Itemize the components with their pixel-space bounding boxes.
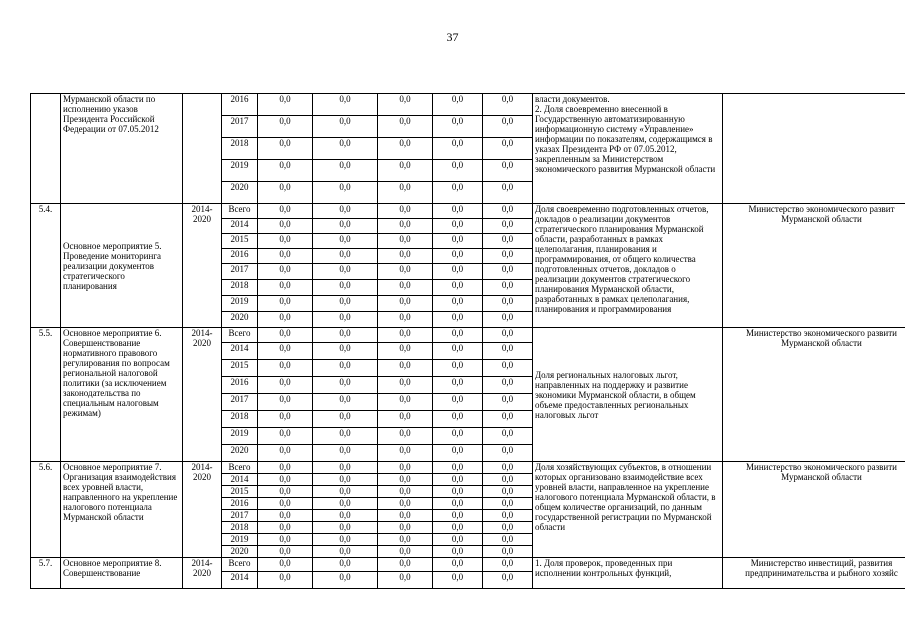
funding-value: 0,0 — [483, 160, 533, 182]
funding-value: 0,0 — [483, 377, 533, 394]
funding-value: 0,0 — [258, 343, 313, 360]
year-label: Всего — [222, 558, 258, 572]
funding-value: 0,0 — [433, 249, 483, 264]
funding-value: 0,0 — [258, 138, 313, 160]
funding-value: 0,0 — [313, 462, 378, 474]
activity-period: 2014- 2020 — [183, 462, 222, 558]
year-label: 2015 — [222, 234, 258, 249]
funding-value: 0,0 — [483, 498, 533, 510]
funding-value: 0,0 — [313, 498, 378, 510]
funding-value: 0,0 — [433, 534, 483, 546]
table-row — [31, 94, 905, 116]
funding-value: 0,0 — [313, 249, 378, 264]
funding-value: 0,0 — [483, 572, 533, 589]
funding-value: 0,0 — [433, 474, 483, 486]
year-label: 2014 — [222, 343, 258, 360]
funding-value: 0,0 — [378, 204, 433, 219]
funding-value: 0,0 — [313, 94, 378, 116]
funding-value: 0,0 — [313, 312, 378, 328]
funding-value: 0,0 — [483, 138, 533, 160]
funding-value: 0,0 — [378, 510, 433, 522]
funding-value: 0,0 — [313, 360, 378, 377]
responsible-executor — [723, 94, 905, 204]
funding-value: 0,0 — [433, 160, 483, 182]
funding-value: 0,0 — [483, 219, 533, 234]
funding-value: 0,0 — [433, 312, 483, 328]
indicator-text: Доля хозяйствующих субъектов, в отношении которых организовано взаимодействие всех уровней власти, направленное на укрепление налогового потенциала Мурманской области, в общем количестве организаций, по данным государственной регистрации по Мурманской области — [533, 462, 723, 558]
funding-value: 0,0 — [378, 558, 433, 572]
funding-value: 0,0 — [378, 138, 433, 160]
activity-name: Основное мероприятие 8. Совершенствование — [61, 558, 183, 589]
funding-value: 0,0 — [378, 534, 433, 546]
funding-value: 0,0 — [483, 546, 533, 558]
funding-value: 0,0 — [378, 234, 433, 249]
funding-value: 0,0 — [378, 182, 433, 204]
funding-value: 0,0 — [258, 572, 313, 589]
funding-value: 0,0 — [313, 510, 378, 522]
funding-value: 0,0 — [313, 394, 378, 411]
funding-value: 0,0 — [378, 377, 433, 394]
funding-value: 0,0 — [378, 445, 433, 462]
funding-value: 0,0 — [378, 264, 433, 280]
year-label: 2016 — [222, 249, 258, 264]
funding-value: 0,0 — [258, 328, 313, 343]
funding-value: 0,0 — [313, 377, 378, 394]
funding-value: 0,0 — [483, 343, 533, 360]
funding-value: 0,0 — [433, 296, 483, 312]
activity-period: 2014- 2020 — [183, 204, 222, 328]
funding-value: 0,0 — [433, 572, 483, 589]
indicator-text: Доля своевременно подготовленных отчетов, докладов о реализации документов стратегического планирования Мурманской области, разработанных в рамках целеполагания, планирования и программирования, от общего количества подготовленных отчетов, докладов о реализации документов стратегического планирования Мурманской области, разработанных в рамках целеполагания, планирования и программирования — [533, 204, 723, 328]
responsible-executor: Министерство инвестиций, развития предпринимательства и рыбного хозяйс — [723, 558, 905, 589]
funding-value: 0,0 — [378, 328, 433, 343]
funding-value: 0,0 — [483, 234, 533, 249]
funding-value: 0,0 — [313, 160, 378, 182]
year-label: 2014 — [222, 474, 258, 486]
funding-value: 0,0 — [433, 343, 483, 360]
year-label: 2020 — [222, 445, 258, 462]
funding-value: 0,0 — [258, 204, 313, 219]
funding-value: 0,0 — [483, 182, 533, 204]
year-label: 2017 — [222, 394, 258, 411]
funding-value: 0,0 — [483, 360, 533, 377]
funding-value: 0,0 — [483, 280, 533, 296]
year-label: 2014 — [222, 572, 258, 589]
activity-name: Мурманской области по исполнению указов Президента Российской Федерации от 07.05.2012 — [61, 94, 183, 204]
year-label: 2017 — [222, 116, 258, 138]
funding-value: 0,0 — [258, 522, 313, 534]
funding-value: 0,0 — [483, 411, 533, 428]
funding-value: 0,0 — [378, 312, 433, 328]
activity-number: 5.5. — [31, 328, 61, 462]
year-label: Всего — [222, 328, 258, 343]
funding-value: 0,0 — [313, 445, 378, 462]
funding-value: 0,0 — [313, 328, 378, 343]
year-label: 2018 — [222, 280, 258, 296]
table-row — [31, 462, 905, 474]
funding-value: 0,0 — [483, 522, 533, 534]
funding-value: 0,0 — [258, 312, 313, 328]
funding-value: 0,0 — [433, 264, 483, 280]
year-label: 2019 — [222, 534, 258, 546]
funding-value: 0,0 — [313, 428, 378, 445]
year-label: 2018 — [222, 411, 258, 428]
funding-value: 0,0 — [378, 360, 433, 377]
funding-value: 0,0 — [483, 94, 533, 116]
year-label: 2019 — [222, 296, 258, 312]
funding-value: 0,0 — [433, 360, 483, 377]
funding-value: 0,0 — [258, 296, 313, 312]
funding-value: 0,0 — [433, 522, 483, 534]
activity-number: 5.7. — [31, 558, 61, 589]
responsible-executor: Министерство экономического развит Мурманской области — [723, 204, 905, 328]
table-row — [31, 204, 905, 219]
indicator-text: Доля региональных налоговых льгот, направленных на поддержку и развитие экономики Мурманской области, в общем объеме предоставленных региональных налоговых льгот — [533, 328, 723, 462]
year-label: 2018 — [222, 138, 258, 160]
funding-value: 0,0 — [313, 486, 378, 498]
funding-value: 0,0 — [483, 249, 533, 264]
funding-value: 0,0 — [378, 462, 433, 474]
funding-value: 0,0 — [258, 234, 313, 249]
year-label: 2020 — [222, 182, 258, 204]
funding-value: 0,0 — [483, 474, 533, 486]
funding-value: 0,0 — [258, 462, 313, 474]
funding-value: 0,0 — [483, 510, 533, 522]
year-label: Всего — [222, 204, 258, 219]
funding-value: 0,0 — [313, 234, 378, 249]
funding-value: 0,0 — [258, 428, 313, 445]
funding-value: 0,0 — [433, 558, 483, 572]
funding-value: 0,0 — [313, 343, 378, 360]
funding-value: 0,0 — [433, 428, 483, 445]
funding-value: 0,0 — [433, 234, 483, 249]
funding-value: 0,0 — [313, 219, 378, 234]
funding-value: 0,0 — [258, 486, 313, 498]
funding-value: 0,0 — [258, 360, 313, 377]
funding-value: 0,0 — [483, 204, 533, 219]
year-label: 2019 — [222, 428, 258, 445]
funding-value: 0,0 — [483, 462, 533, 474]
funding-value: 0,0 — [378, 394, 433, 411]
funding-value: 0,0 — [483, 296, 533, 312]
responsible-executor: Министерство экономического развити Мурманской области — [723, 328, 905, 462]
funding-value: 0,0 — [433, 138, 483, 160]
funding-value: 0,0 — [258, 182, 313, 204]
table-row — [31, 558, 905, 572]
funding-value: 0,0 — [258, 394, 313, 411]
funding-value: 0,0 — [258, 280, 313, 296]
funding-value: 0,0 — [433, 182, 483, 204]
funding-value: 0,0 — [483, 486, 533, 498]
page-number: 37 — [446, 30, 459, 44]
indicator-text: власти документов. 2. Доля своевременно внесенной в Государственную автоматизированную информационную систему «Управление» информации по показателям, содержащимся в указах Президента РФ от 07.05.2012, закрепленным за Министерством экономического развития Мурманской области — [533, 94, 723, 204]
funding-value: 0,0 — [483, 394, 533, 411]
year-label: 2016 — [222, 94, 258, 116]
funding-value: 0,0 — [258, 498, 313, 510]
funding-value: 0,0 — [313, 182, 378, 204]
funding-value: 0,0 — [433, 510, 483, 522]
funding-value: 0,0 — [313, 474, 378, 486]
funding-value: 0,0 — [483, 445, 533, 462]
funding-value: 0,0 — [433, 445, 483, 462]
funding-value: 0,0 — [258, 534, 313, 546]
funding-value: 0,0 — [258, 377, 313, 394]
funding-value: 0,0 — [258, 116, 313, 138]
year-label: 2015 — [222, 486, 258, 498]
funding-value: 0,0 — [258, 219, 313, 234]
funding-value: 0,0 — [313, 546, 378, 558]
funding-value: 0,0 — [433, 280, 483, 296]
year-label: 2015 — [222, 360, 258, 377]
funding-value: 0,0 — [433, 219, 483, 234]
funding-value: 0,0 — [378, 219, 433, 234]
funding-value: 0,0 — [483, 328, 533, 343]
funding-value: 0,0 — [433, 498, 483, 510]
year-label: 2017 — [222, 510, 258, 522]
activity-name: Основное мероприятие 5. Проведение мониторинга реализации документов стратегического планирования — [61, 204, 183, 328]
activity-name: Основное мероприятие 6. Совершенствование нормативного правового регулирования по вопросам региональной налоговой политики (за исключением законодательства по специальным налоговым режимам) — [61, 328, 183, 462]
funding-value: 0,0 — [483, 116, 533, 138]
funding-value: 0,0 — [433, 328, 483, 343]
funding-value: 0,0 — [433, 462, 483, 474]
funding-value: 0,0 — [433, 546, 483, 558]
funding-value: 0,0 — [258, 445, 313, 462]
funding-value: 0,0 — [313, 572, 378, 589]
funding-value: 0,0 — [378, 94, 433, 116]
activity-number: 5.4. — [31, 204, 61, 328]
funding-value: 0,0 — [378, 116, 433, 138]
funding-value: 0,0 — [258, 546, 313, 558]
activity-period: 2014- 2020 — [183, 328, 222, 462]
funding-value: 0,0 — [258, 411, 313, 428]
year-label: 2018 — [222, 522, 258, 534]
funding-value: 0,0 — [483, 558, 533, 572]
indicator-text: 1. Доля проверок, проведенных при исполнении контрольных функций, — [533, 558, 723, 589]
year-label: 2017 — [222, 264, 258, 280]
funding-value: 0,0 — [313, 534, 378, 546]
year-label: 2020 — [222, 312, 258, 328]
funding-value: 0,0 — [258, 474, 313, 486]
funding-value: 0,0 — [378, 486, 433, 498]
funding-value: 0,0 — [378, 428, 433, 445]
funding-value: 0,0 — [378, 249, 433, 264]
activity-period: 2014- 2020 — [183, 558, 222, 589]
funding-value: 0,0 — [378, 546, 433, 558]
funding-value: 0,0 — [258, 264, 313, 280]
funding-value: 0,0 — [433, 394, 483, 411]
funding-value: 0,0 — [483, 534, 533, 546]
year-label: Всего — [222, 462, 258, 474]
funding-value: 0,0 — [433, 486, 483, 498]
funding-value: 0,0 — [483, 428, 533, 445]
funding-value: 0,0 — [258, 249, 313, 264]
funding-value: 0,0 — [433, 204, 483, 219]
funding-value: 0,0 — [258, 558, 313, 572]
funding-value: 0,0 — [313, 411, 378, 428]
funding-value: 0,0 — [313, 204, 378, 219]
funding-value: 0,0 — [378, 343, 433, 360]
funding-value: 0,0 — [313, 522, 378, 534]
activity-number — [31, 94, 61, 204]
funding-value: 0,0 — [258, 160, 313, 182]
year-label: 2016 — [222, 498, 258, 510]
funding-value: 0,0 — [378, 411, 433, 428]
funding-value: 0,0 — [433, 116, 483, 138]
year-label: 2016 — [222, 377, 258, 394]
funding-value: 0,0 — [258, 510, 313, 522]
funding-value: 0,0 — [433, 411, 483, 428]
funding-value: 0,0 — [313, 296, 378, 312]
funding-value: 0,0 — [258, 94, 313, 116]
funding-value: 0,0 — [313, 116, 378, 138]
funding-value: 0,0 — [483, 312, 533, 328]
funding-value: 0,0 — [378, 498, 433, 510]
year-label: 2014 — [222, 219, 258, 234]
funding-value: 0,0 — [378, 572, 433, 589]
funding-value: 0,0 — [378, 474, 433, 486]
funding-value: 0,0 — [313, 264, 378, 280]
year-label: 2019 — [222, 160, 258, 182]
responsible-executor: Министерство экономического развити Мурманской области — [723, 462, 905, 558]
funding-value: 0,0 — [378, 160, 433, 182]
funding-value: 0,0 — [313, 138, 378, 160]
funding-value: 0,0 — [378, 280, 433, 296]
year-label: 2020 — [222, 546, 258, 558]
table-row — [31, 328, 905, 343]
funding-value: 0,0 — [378, 296, 433, 312]
funding-value: 0,0 — [433, 94, 483, 116]
funding-value: 0,0 — [483, 264, 533, 280]
funding-value: 0,0 — [378, 522, 433, 534]
program-activities-table — [30, 93, 905, 589]
funding-value: 0,0 — [433, 377, 483, 394]
funding-value: 0,0 — [313, 280, 378, 296]
activity-number: 5.6. — [31, 462, 61, 558]
funding-value: 0,0 — [313, 558, 378, 572]
activity-period — [183, 94, 222, 204]
activity-name: Основное мероприятие 7. Организация взаимодействия всех уровней власти, направленного на укрепление налогового потенциала Мурманской области — [61, 462, 183, 558]
